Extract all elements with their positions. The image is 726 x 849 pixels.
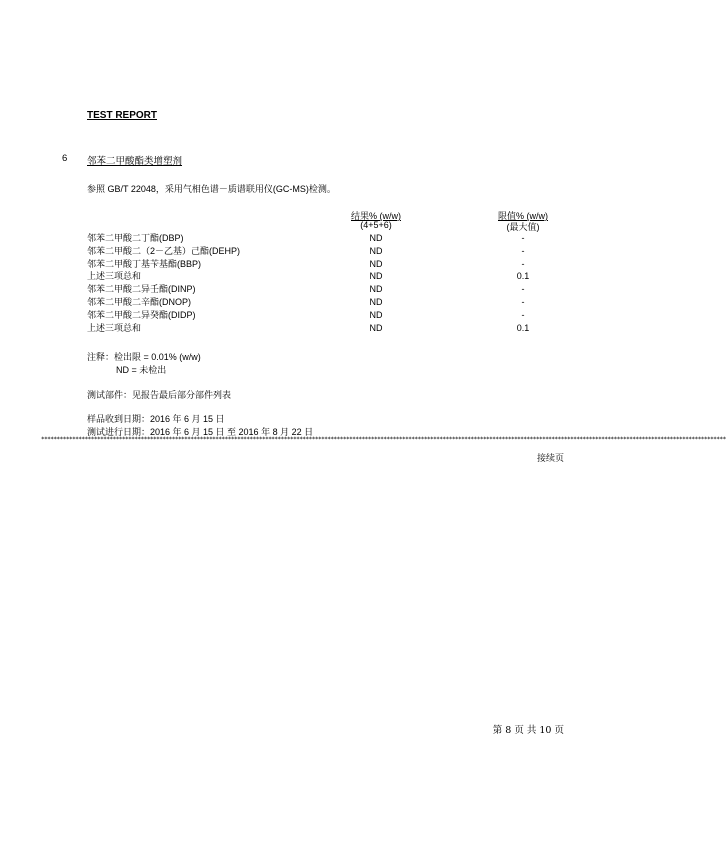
table-row: [87, 258, 557, 271]
table-row: [87, 245, 557, 258]
table-row: [87, 232, 557, 245]
limit-value: -: [521, 245, 525, 256]
result-value: ND: [369, 245, 383, 256]
table-row: [87, 270, 557, 283]
result-column-header: 结果% (w/w): [351, 211, 401, 221]
nd-definition-note: ND = 未检出: [116, 365, 167, 375]
section-number: 6: [62, 153, 68, 164]
limit-value: -: [521, 233, 525, 243]
table-row: [87, 322, 557, 335]
limit-value: -: [521, 309, 525, 320]
table-row: [87, 309, 557, 322]
substance-name: 邻苯二甲酸二异癸酯(DIDP): [87, 309, 196, 320]
limit-value: -: [521, 284, 525, 295]
table-row: [87, 296, 557, 309]
limit-value: -: [521, 296, 525, 307]
result-value: ND: [369, 322, 383, 333]
substance-name: 上述三项总和: [87, 271, 142, 282]
result-value: ND: [369, 296, 383, 307]
report-title: TEST REPORT: [87, 110, 158, 121]
reference-method: 参照 GB/T 22048，采用气相色谱－质谱联用仪(GC-MS)检测。: [87, 184, 336, 194]
result-value: ND: [369, 233, 383, 243]
results-table: [87, 232, 557, 334]
limit-column-subheader: (最大值): [506, 222, 540, 232]
result-value: ND: [369, 284, 383, 295]
separator-line: ****************************************************************************************************************************************************************************************************************************: [41, 436, 726, 443]
limit-value: 0.1: [516, 322, 530, 333]
substance-name: 邻苯二甲酸二辛酯(DNOP): [87, 296, 191, 307]
section-title: 邻苯二甲酸酯类增塑剂: [87, 156, 183, 167]
result-value: ND: [369, 271, 383, 282]
result-column-subheader: (4+5+6): [360, 220, 392, 230]
limit-value: 0.1: [516, 271, 530, 282]
test-parts-note: 测试部件：见报告最后部分部件列表: [87, 390, 232, 400]
substance-name: 邻苯二甲酸二丁酯(DBP): [87, 233, 184, 243]
substance-name: 邻苯二甲酸二（2－乙基）己酯(DEHP): [87, 245, 241, 256]
result-value: ND: [369, 258, 383, 269]
sample-received-date: 样品收到日期：2016 年 6 月 15 日: [87, 414, 225, 424]
detection-limit-note: 注释：检出限 = 0.01% (w/w): [87, 352, 201, 362]
limit-value: -: [521, 258, 525, 269]
table-row: [87, 283, 557, 296]
substance-name: 上述三项总和: [87, 322, 142, 333]
page-number: 第 8 页 共 10 页: [492, 725, 564, 736]
result-value: ND: [369, 309, 383, 320]
substance-name: 邻苯二甲酸丁基苄基酯(BBP): [87, 258, 202, 269]
limit-column-header: 限值% (w/w): [498, 211, 548, 221]
continued-label: 接续页: [536, 453, 564, 463]
substance-name: 邻苯二甲酸二异壬酯(DINP): [87, 284, 196, 295]
test-period: 测试进行日期：2016 年 6 月 15 日 至 2016 年 8 月 22 日: [87, 427, 314, 437]
